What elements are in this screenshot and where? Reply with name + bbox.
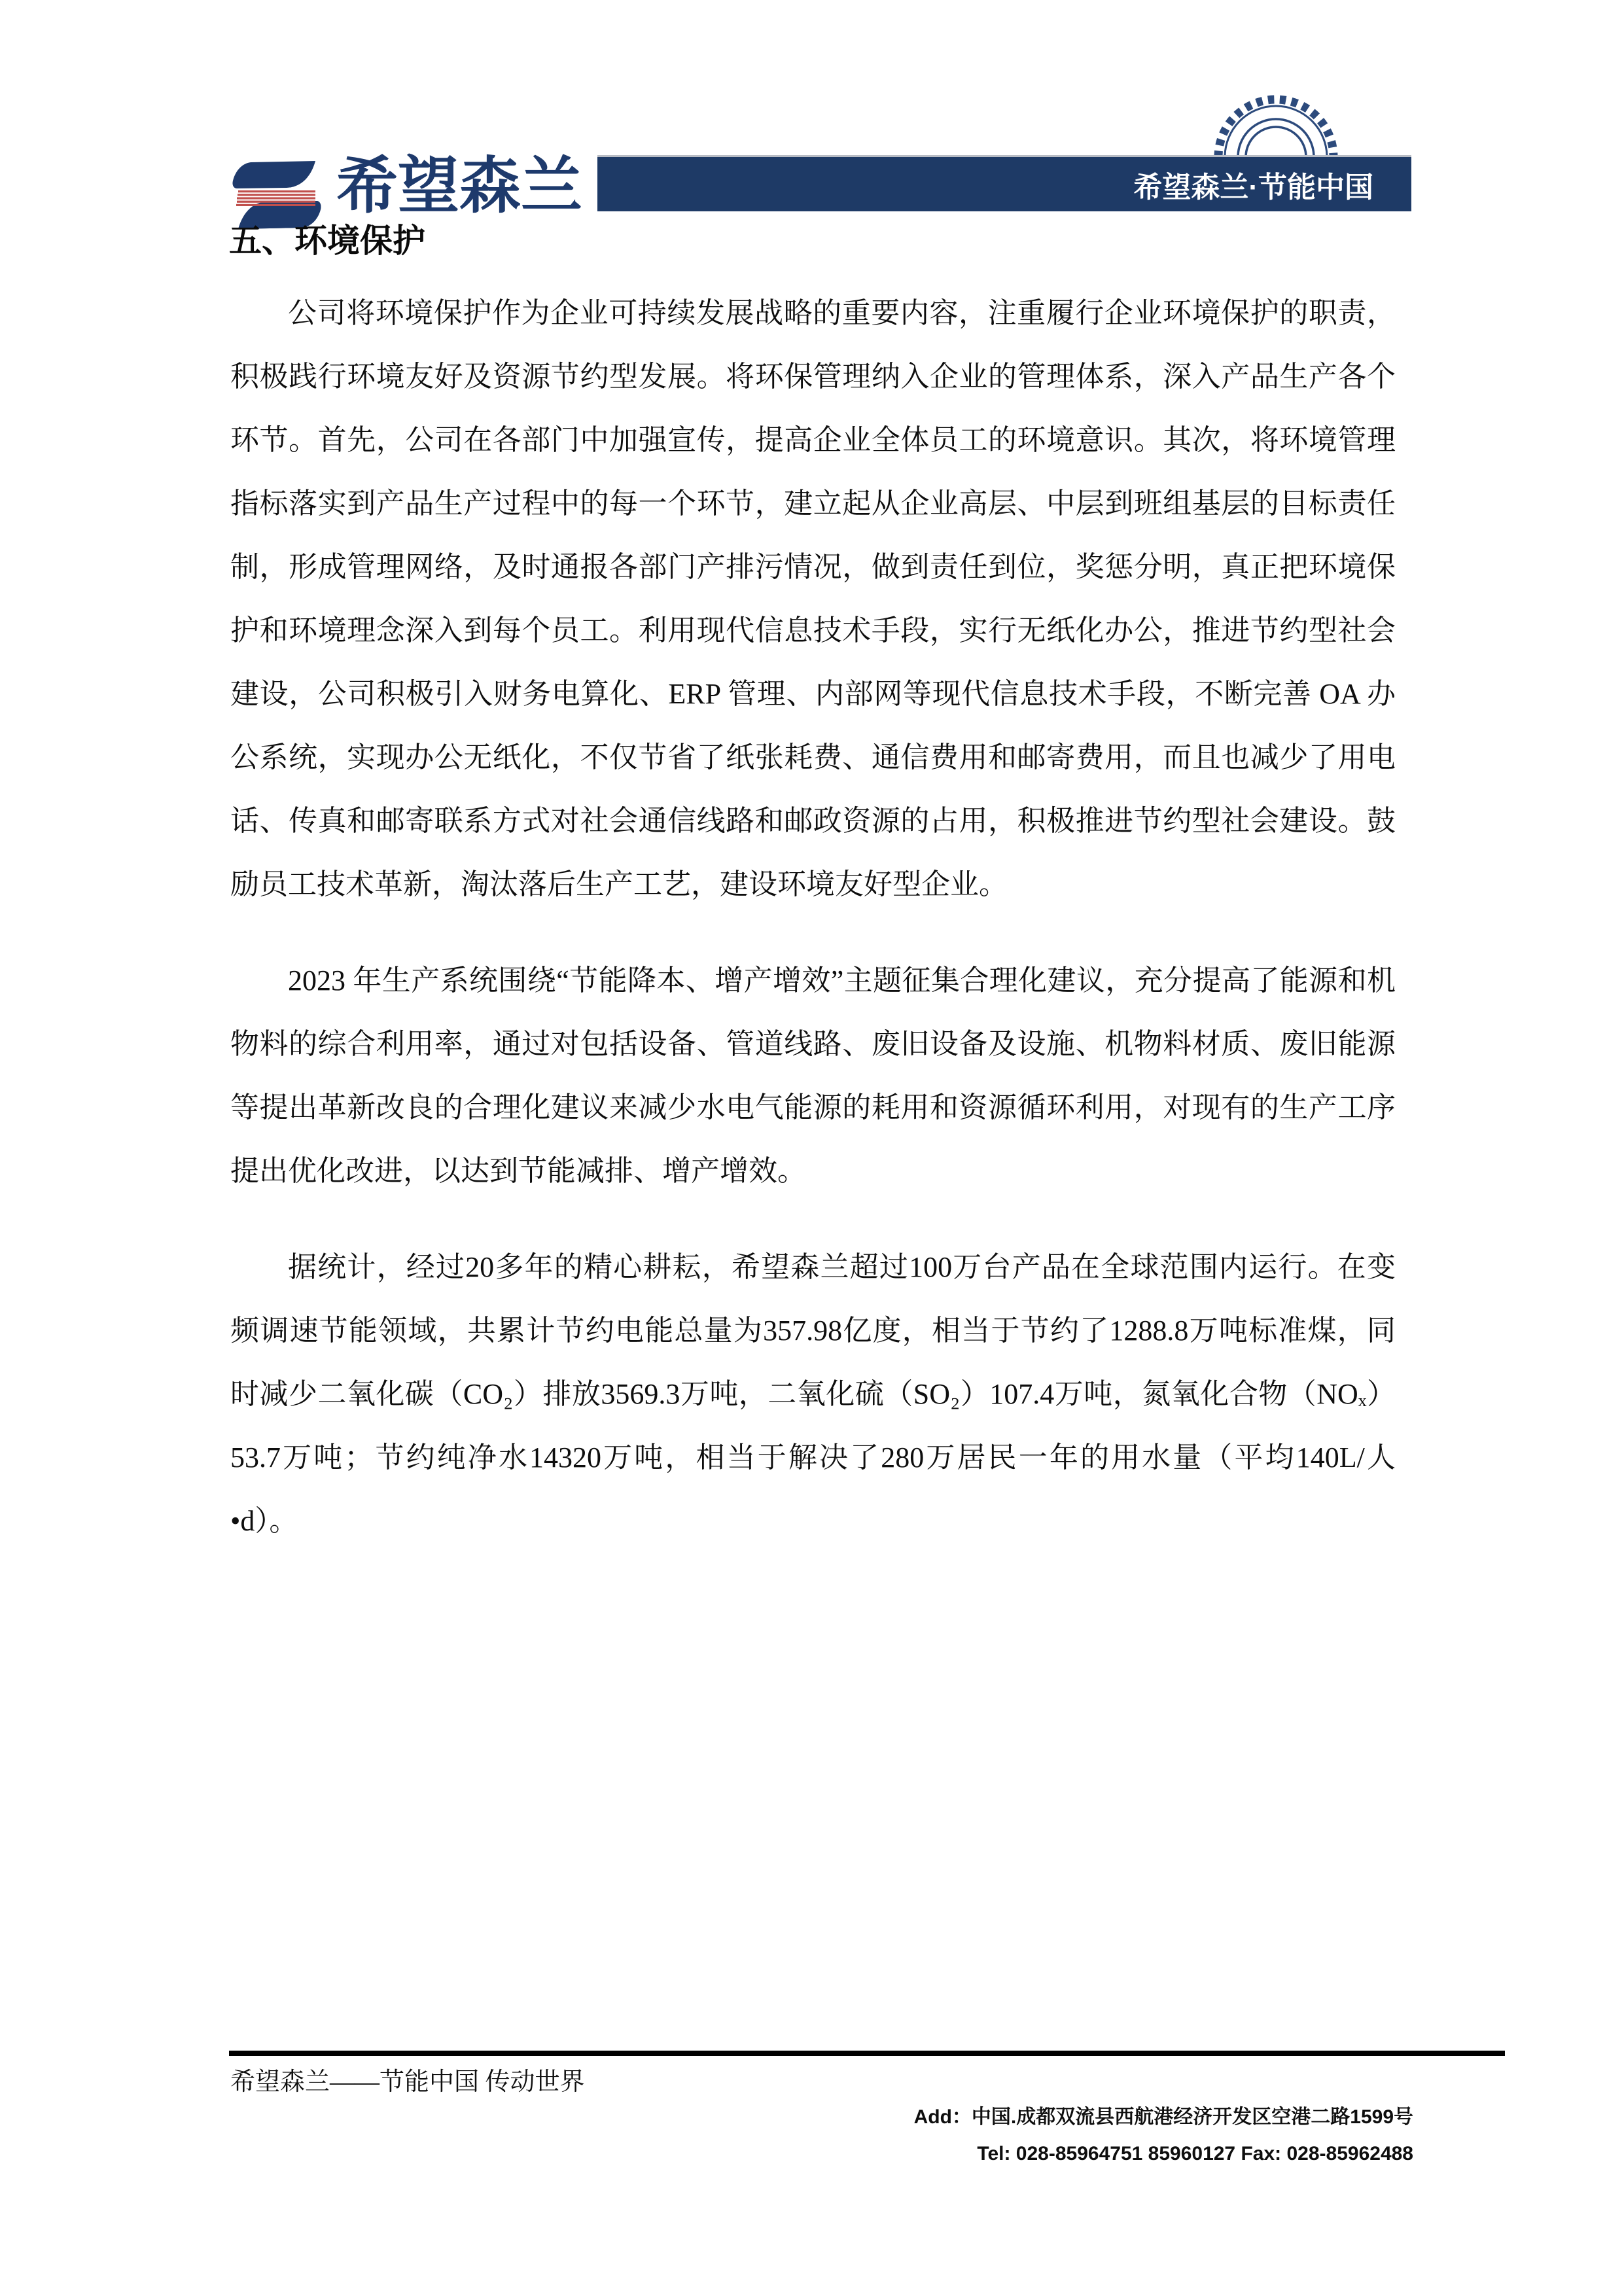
paragraph-2023-rationalization: 2023 年生产系统围绕“节能降本、增产增效”主题征集合理化建议，充分提高了能源和机物料的综合利用率，通过对包括设备、管道线路、废旧设备及设施、机物料材质、废旧能源等提出革新改良的合理化建议来减少水电气能源的耗用和资源循环利用，对现有的生产工序提出优化改进，以达到节能减排、增产增效。 bbox=[230, 964, 1396, 1187]
footer-slogan: 希望森兰——节能中国 传动世界 bbox=[230, 2068, 585, 2096]
section-title: 五、环境保护 bbox=[229, 222, 425, 259]
banner-label: 希望森兰·节能中国 bbox=[1133, 171, 1373, 203]
gear-icon bbox=[1210, 92, 1341, 155]
footer-phone-fax: Tel: 028-85964751 85960127 Fax: 028-85962488 bbox=[977, 2143, 1413, 2164]
document-body bbox=[230, 281, 1396, 1585]
header-banner bbox=[597, 155, 1411, 211]
footer-divider bbox=[229, 2051, 1505, 2056]
paragraph-statistics: 据统计，经过20多年的精心耕耘，希望森兰超过100万台产品在全球范围内运行。在变频调速节能领域，共累计节约电能总量为357.98亿度，相当于节约了1288.8万吨标准煤，同时减少二氧化碳（CO₂）排放3569.3万吨，二氧化硫（SO₂）107.4万吨，氮氧化合物（NOₓ）53.7万吨；节约纯净水14320万吨，相当于解决了280万居民一年的用水量（平均140L/人•d）。 bbox=[230, 1251, 1396, 1537]
logo-text: 希望森兰 bbox=[336, 151, 583, 220]
paragraph-environment-policy: 公司将环境保护作为企业可持续发展战略的重要内容，注重履行企业环境保护的职责，积极践行环境友好及资源节约型发展。将环保管理纳入企业的管理体系，深入产品生产各个环节。首先，公司在各部门中加强宣传，提高企业全体员工的环境意识。其次，将环境管理指标落实到产品生产过程中的每一个环节，建立起从企业高层、中层到班组基层的目标责任制，形成管理网络，及时通报各部门产排污情况，做到责任到位，奖惩分明，真正把环境保护和环境理念深入到每个员工。利用现代信息技术手段，实行无纸化办公，推进节约型社会建设，公司积极引入财务电算化、ERP 管理、内部网等现代信息技术手段，不断完善 OA 办公系统，实现办公无纸化，不仅节省了纸张耗费、通信费用和邮寄费用，而且也减少了用电话、传真和邮寄联系方式对社会通信线路和邮政资源的占用，积极推进节约型社会建设。鼓励员工技术革新，淘汰落后生产工艺，建设环境友好型企业。 bbox=[230, 297, 1396, 900]
footer-address: Add：中国.成都双流县西航港经济开发区空港二路1599号 bbox=[913, 2106, 1413, 2128]
footer-contact-block bbox=[914, 2099, 1413, 2172]
